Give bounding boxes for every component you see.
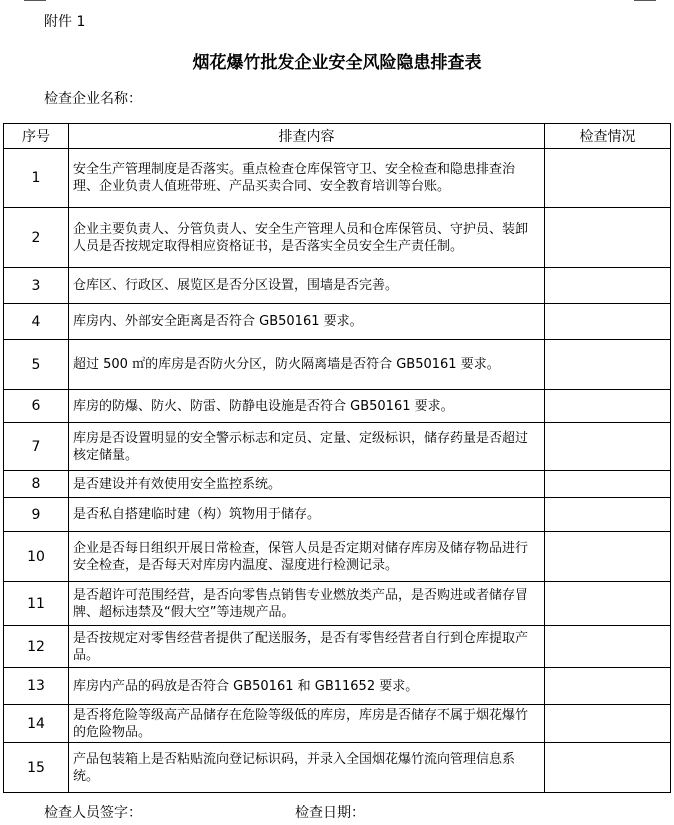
table-row — [4, 390, 671, 423]
row-number: 14 — [4, 705, 69, 743]
row-number: 15 — [4, 743, 69, 793]
table-row — [4, 340, 671, 390]
row-result-cell[interactable] — [545, 471, 671, 498]
row-number: 11 — [4, 582, 69, 626]
table-row — [4, 582, 671, 626]
row-content: 库房内、外部安全距离是否符合 GB50161 要求。 — [69, 304, 545, 340]
table-row — [4, 268, 671, 304]
inspection-table — [3, 123, 671, 793]
row-content: 库房是否设置明显的安全警示标志和定员、定量、定级标识，储存药量是否超过核定储量。 — [69, 423, 545, 471]
row-number: 2 — [4, 208, 69, 268]
header-content: 排查内容 — [69, 124, 545, 149]
header-result: 检查情况 — [545, 124, 671, 149]
row-content: 是否按规定对零售经营者提供了配送服务，是否有零售经营者自行到仓库提取产品。 — [69, 626, 545, 668]
top-rule-left — [24, 0, 46, 1]
table-row — [4, 471, 671, 498]
row-result-cell[interactable] — [545, 532, 671, 582]
document-title: 烟花爆竹批发企业安全风险隐患排查表 — [192, 53, 482, 73]
row-number: 12 — [4, 626, 69, 668]
row-content: 是否建设并有效使用安全监控系统。 — [69, 471, 545, 498]
table-row — [4, 532, 671, 582]
row-result-cell[interactable] — [545, 390, 671, 423]
table-row — [4, 743, 671, 793]
row-content: 企业是否每日组织开展日常检查，保管人员是否定期对储存库房及储存物品进行安全检查，是否每天对库房内温度、湿度进行检测记录。 — [69, 532, 545, 582]
inspection-date-label: 检查日期： — [295, 805, 365, 821]
table-row — [4, 668, 671, 705]
row-number: 10 — [4, 532, 69, 582]
row-number: 3 — [4, 268, 69, 304]
row-number: 8 — [4, 471, 69, 498]
row-content: 仓库区、行政区、展览区是否分区设置，围墙是否完善。 — [69, 268, 545, 304]
row-content: 是否将危险等级高产品储存在危险等级低的库房，库房是否储存不属于烟花爆竹的危险物品。 — [69, 705, 545, 743]
row-result-cell[interactable] — [545, 423, 671, 471]
table-row — [4, 705, 671, 743]
row-result-cell[interactable] — [545, 340, 671, 390]
row-number: 1 — [4, 149, 69, 208]
table-row — [4, 304, 671, 340]
header-no: 序号 — [4, 124, 69, 149]
row-result-cell[interactable] — [545, 705, 671, 743]
table-row — [4, 626, 671, 668]
row-content: 是否私自搭建临时建（构）筑物用于储存。 — [69, 498, 545, 532]
row-result-cell[interactable] — [545, 626, 671, 668]
table-header-row — [4, 124, 671, 149]
row-number: 6 — [4, 390, 69, 423]
row-content: 超过 500 ㎡的库房是否防火分区，防火隔离墙是否符合 GB50161 要求。 — [69, 340, 545, 390]
row-content: 库房的防爆、防火、防雷、防静电设施是否符合 GB50161 要求。 — [69, 390, 545, 423]
row-result-cell[interactable] — [545, 498, 671, 532]
row-result-cell[interactable] — [545, 668, 671, 705]
row-content: 是否超许可范围经营，是否向零售点销售专业燃放类产品，是否购进或者储存冒牌、超标违禁及“假大空”等违规产品。 — [69, 582, 545, 626]
row-result-cell[interactable] — [545, 268, 671, 304]
row-result-cell[interactable] — [545, 208, 671, 268]
attachment-label: 附件 1 — [44, 14, 86, 30]
table-row — [4, 423, 671, 471]
row-number: 5 — [4, 340, 69, 390]
company-name-label: 检查企业名称： — [44, 91, 142, 107]
row-result-cell[interactable] — [545, 149, 671, 208]
row-number: 13 — [4, 668, 69, 705]
row-number: 4 — [4, 304, 69, 340]
top-rule-right — [634, 0, 656, 1]
row-content: 库房内产品的码放是否符合 GB50161 和 GB11652 要求。 — [69, 668, 545, 705]
row-content: 产品包装箱上是否粘贴流向登记标识码，并录入全国烟花爆竹流向管理信息系统。 — [69, 743, 545, 793]
row-content: 企业主要负责人、分管负责人、安全生产管理人员和仓库保管员、守护员、装卸人员是否按规定取得相应资格证书，是否落实全员安全生产责任制。 — [69, 208, 545, 268]
row-result-cell[interactable] — [545, 743, 671, 793]
table-row — [4, 149, 671, 208]
inspector-signature-label: 检查人员签字： — [44, 805, 142, 821]
row-number: 9 — [4, 498, 69, 532]
row-result-cell[interactable] — [545, 582, 671, 626]
table-row — [4, 498, 671, 532]
row-number: 7 — [4, 423, 69, 471]
row-result-cell[interactable] — [545, 304, 671, 340]
row-content: 安全生产管理制度是否落实。重点检查仓库保管守卫、安全检查和隐患排查治理、企业负责人值班带班、产品买卖合同、安全教育培训等台账。 — [69, 149, 545, 208]
table-row — [4, 208, 671, 268]
